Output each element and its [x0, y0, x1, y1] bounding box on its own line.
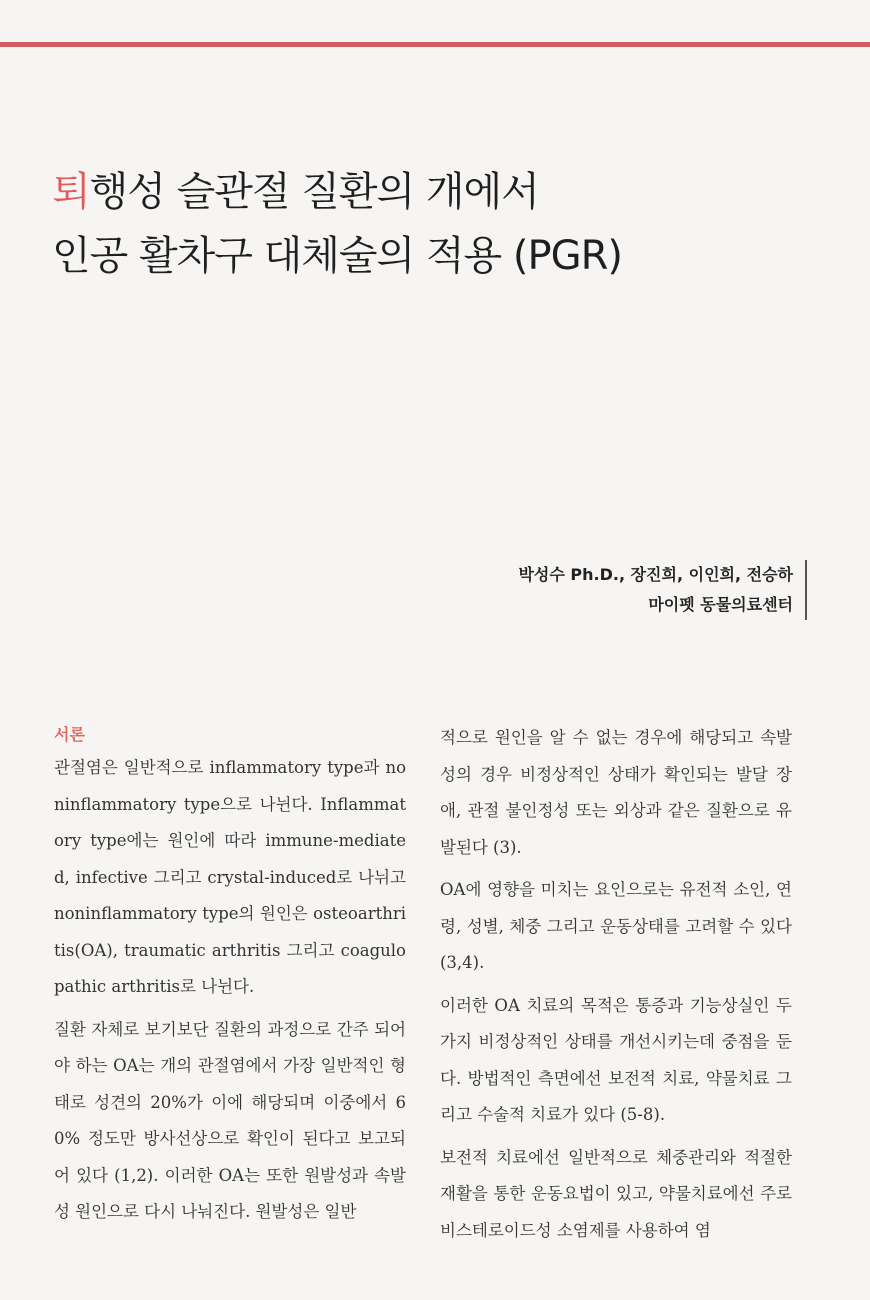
paragraph: 보전적 치료에선 일반적으로 체중관리와 적절한 재활을 통한 운동요법이 있고, 약물치료에선 주로 비스테로이드성 소염제를 사용하여 염 [440, 1147, 792, 1240]
article-title [52, 160, 832, 288]
title-line-1-rest: 행성 슬관절 질환의 개에서 [89, 169, 539, 215]
author-affiliation: 마이펫 동물의료센터 [648, 595, 793, 614]
title-line-2: 인공 활차구 대체술의 적용 (PGR) [52, 233, 623, 279]
paragraph: 이러한 OA 치료의 목적은 통증과 기능상실인 두 가지 비정상적인 상태를 개선시키는데 중점을 둔다. 방법적인 측면에선 보전적 치료, 약물치료 그리고 수술적 치료가 있다 (5-8). [440, 995, 792, 1124]
author-names: 박성수 Ph.D., 장진희, 이인희, 전승하 [518, 565, 793, 584]
top-accent-rule [0, 42, 870, 47]
right-column [440, 720, 792, 1249]
paragraph: OA에 영향을 미치는 요인으로는 유전적 소인, 연령, 성별, 체중 그리고 운동상태를 고려할 수 있다 (3,4). [440, 880, 792, 972]
left-column [54, 720, 406, 1231]
section-heading: 서론 [54, 725, 85, 744]
paragraph: 질환 자체로 보기보단 질환의 과정으로 간주 되어야 하는 OA는 개의 관절염에서 가장 일반적인 형태로 성견의 20%가 이에 해당되며 이중에서 60% 정도만 방사선상으로 확인이 된다고 보고되어 있다 (1,2). 이러한 OA는 또한 원발성과 속발성 원인으로 다시 나눠진다. 원발성은 일반 [54, 1019, 406, 1221]
title-accent-char: 퇴 [52, 169, 90, 215]
paragraph: 관절염은 일반적으로 inflammatory type과 noninflammatory type으로 나뉜다. Inflammatory type에는 원인에 따라 immune-mediated, infective 그리고 crystal-induced로 나뉘고 noninflammatory type의 원인은 osteoarthritis(OA), traumatic arthritis 그리고 coagulopathic arthritis로 나뉜다. [54, 758, 406, 996]
author-block [518, 560, 807, 620]
title-line-1 [52, 169, 539, 215]
paragraph: 적으로 원인을 알 수 없는 경우에 해당되고 속발성의 경우 비정상적인 상태가 확인되는 발달 장애, 관절 불인정성 또는 외상과 같은 질환으로 유발된다 (3). [440, 728, 792, 857]
